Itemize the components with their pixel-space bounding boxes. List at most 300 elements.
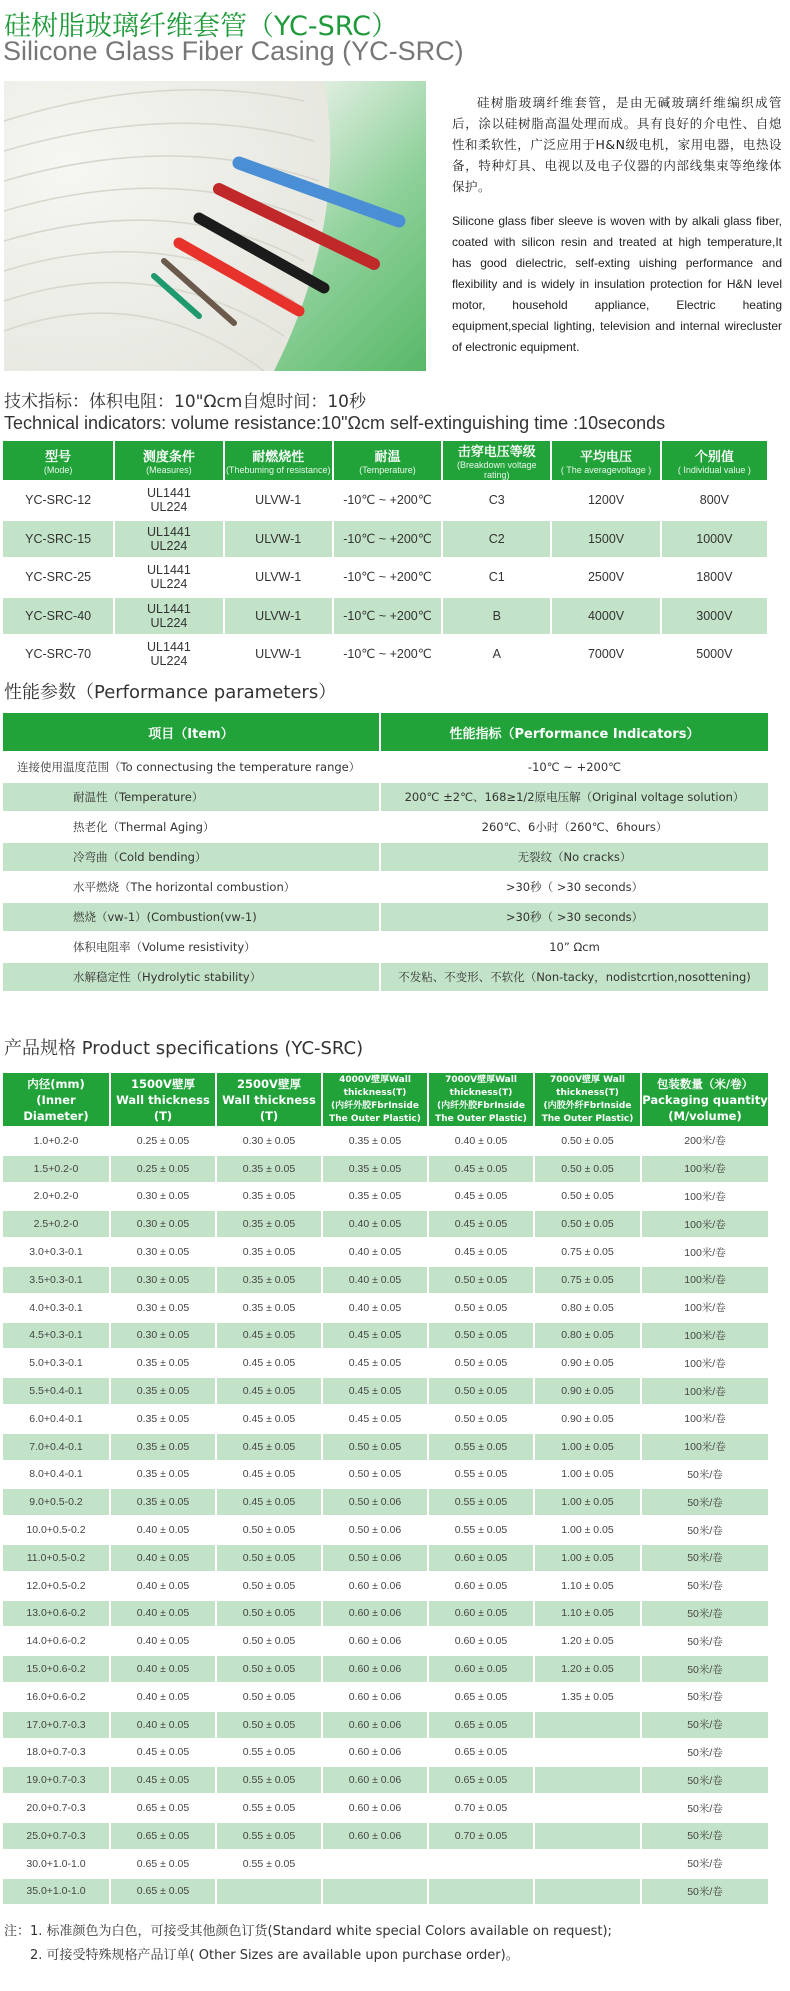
inner-diameter-cell: 6.0+0.4-0.1 xyxy=(3,1405,110,1433)
wall-thickness-cell xyxy=(428,1878,534,1906)
wall-thickness-cell xyxy=(322,1850,428,1878)
packaging-cell: 50米/卷 xyxy=(641,1627,769,1655)
average-voltage-cell: 4000V xyxy=(551,597,660,636)
wall-thickness-cell: 0.60 ± 0.06 xyxy=(322,1739,428,1767)
wall-thickness-cell: 0.60 ± 0.06 xyxy=(322,1766,428,1794)
wall-thickness-cell: 0.65 ± 0.05 xyxy=(110,1850,216,1878)
wall-thickness-cell: 0.35 ± 0.05 xyxy=(216,1210,322,1238)
inner-diameter-cell: 25.0+0.7-0.3 xyxy=(3,1822,110,1850)
wall-thickness-cell: 0.30 ± 0.05 xyxy=(110,1210,216,1238)
wall-thickness-cell: 0.35 ± 0.05 xyxy=(216,1294,322,1322)
packaging-cell: 100米/卷 xyxy=(641,1377,769,1405)
col-header-line: 4000V壁厚Wall thickness(T) xyxy=(339,1074,411,1098)
wall-thickness-cell: 0.90 ± 0.05 xyxy=(534,1349,641,1377)
model-cell: YC-SRC-25 xyxy=(3,558,114,597)
wall-thickness-cell: 0.50 ± 0.05 xyxy=(534,1155,641,1183)
wall-thickness-cell: 0.50 ± 0.05 xyxy=(428,1266,534,1294)
packaging-cell: 50米/卷 xyxy=(641,1516,769,1544)
wall-thickness-cell: 0.45 ± 0.05 xyxy=(110,1766,216,1794)
wall-thickness-cell: 0.50 ± 0.06 xyxy=(322,1544,428,1572)
intro-cn: 硅树脂玻璃纤维套管，是由无碱玻璃纤维编织成管后，涂以硅树脂高温处理而成。具有良好的介电性、自熄性和柔软性，广泛应用于H&N级电机，家用电器，电热设备，特种灯具、电视以及电子仪器的内部线集束等绝缘体保护。 xyxy=(452,95,782,194)
col-header xyxy=(534,1073,641,1127)
measures-cell xyxy=(114,520,223,559)
wall-thickness-cell: 0.50 ± 0.05 xyxy=(534,1127,641,1155)
table-row xyxy=(3,1850,769,1878)
wall-thickness-cell: 0.30 ± 0.05 xyxy=(110,1183,216,1211)
wall-thickness-cell xyxy=(534,1794,641,1822)
average-voltage-cell: 7000V xyxy=(551,635,660,674)
wall-thickness-cell: 0.40 ± 0.05 xyxy=(110,1544,216,1572)
col-header-line: Wall thickness xyxy=(222,1092,316,1107)
wall-thickness-cell: 0.50 ± 0.05 xyxy=(428,1349,534,1377)
wall-thickness-cell: 0.30 ± 0.05 xyxy=(110,1322,216,1350)
measures-cell xyxy=(114,597,223,636)
specs-heading: 产品规格 Product specifications (YC-SRC) xyxy=(4,1038,364,1059)
packaging-cell: 100米/卷 xyxy=(641,1405,769,1433)
inner-diameter-cell: 4.5+0.3-0.1 xyxy=(3,1322,110,1350)
packaging-cell: 50米/卷 xyxy=(641,1711,769,1739)
table-row xyxy=(3,1322,769,1350)
wall-thickness-cell: 0.90 ± 0.05 xyxy=(534,1377,641,1405)
table-row xyxy=(3,1572,769,1600)
table-row xyxy=(3,1878,769,1906)
wall-thickness-cell: 0.45 ± 0.05 xyxy=(216,1377,322,1405)
packaging-cell: 100米/卷 xyxy=(641,1155,769,1183)
measures-line: UL1441 xyxy=(147,640,191,655)
table-row xyxy=(3,1683,769,1711)
wall-thickness-cell: 0.35 ± 0.05 xyxy=(110,1461,216,1489)
wall-thickness-cell: 0.50 ± 0.05 xyxy=(216,1711,322,1739)
wall-thickness-cell: 0.45 ± 0.05 xyxy=(428,1238,534,1266)
wall-thickness-cell: 0.90 ± 0.05 xyxy=(534,1405,641,1433)
wall-thickness-cell xyxy=(534,1822,641,1850)
wall-thickness-cell: 0.30 ± 0.05 xyxy=(216,1127,322,1155)
flame-cell: ULVW-1 xyxy=(224,481,333,520)
wall-thickness-cell: 0.55 ± 0.05 xyxy=(428,1433,534,1461)
table-row xyxy=(3,782,769,812)
col-header-line: 7000V壁厚Wall thickness(T) xyxy=(445,1074,517,1098)
table-row xyxy=(3,1294,769,1322)
packaging-cell: 50米/卷 xyxy=(641,1683,769,1711)
wall-thickness-cell: 1.00 ± 0.05 xyxy=(534,1516,641,1544)
inner-diameter-cell: 19.0+0.7-0.3 xyxy=(3,1766,110,1794)
packaging-cell: 50米/卷 xyxy=(641,1488,769,1516)
wall-thickness-cell xyxy=(534,1766,641,1794)
intro-en: Silicone glass fiber sleeve is woven with by alkali glass fiber, coated with silicon resin and treated at high temperature,It has good dielectric, self-exting uishing performance and flexibility and is widely in insulation protection for H&N level motor, household appliance, Electric heating equipment,special lighting, television and internal wirecluster of electronic equipment. xyxy=(452,214,782,354)
inner-diameter-cell: 3.5+0.3-0.1 xyxy=(3,1266,110,1294)
wall-thickness-cell: 1.10 ± 0.05 xyxy=(534,1600,641,1628)
wall-thickness-cell: 0.60 ± 0.05 xyxy=(428,1544,534,1572)
wall-thickness-cell: 0.55 ± 0.05 xyxy=(216,1739,322,1767)
wall-thickness-cell: 1.20 ± 0.05 xyxy=(534,1627,641,1655)
table-row xyxy=(3,752,769,782)
wall-thickness-cell: 0.60 ± 0.06 xyxy=(322,1711,428,1739)
table-row xyxy=(3,962,769,992)
product-intro xyxy=(452,92,782,358)
col-header: 测度条件 (Measures) xyxy=(114,441,223,481)
wall-thickness-cell: 0.55 ± 0.05 xyxy=(428,1488,534,1516)
col-header xyxy=(110,1073,216,1127)
wall-thickness-cell: 0.75 ± 0.05 xyxy=(534,1238,641,1266)
wall-thickness-cell: 0.60 ± 0.06 xyxy=(322,1572,428,1600)
packaging-cell: 100米/卷 xyxy=(641,1349,769,1377)
wall-thickness-cell: 0.50 ± 0.05 xyxy=(322,1433,428,1461)
rating-cell: C3 xyxy=(442,481,551,520)
packaging-cell: 50米/卷 xyxy=(641,1655,769,1683)
tech-table-header xyxy=(3,441,768,481)
note-2: 2. 可接受特殊规格产品订单( Other Sizes are available upon purchase order)。 xyxy=(30,1948,519,1963)
wall-thickness-cell: 0.40 ± 0.05 xyxy=(110,1711,216,1739)
flame-cell: ULVW-1 xyxy=(224,597,333,636)
item-cell: 燃烧（vw-1）(Combustion(vw-1) xyxy=(3,902,380,932)
inner-diameter-cell: 10.0+0.5-0.2 xyxy=(3,1516,110,1544)
wall-thickness-cell: 0.50 ± 0.06 xyxy=(322,1516,428,1544)
wall-thickness-cell: 1.00 ± 0.05 xyxy=(534,1433,641,1461)
table-row xyxy=(3,1655,769,1683)
col-header: 个别值 ( Individual value ) xyxy=(661,441,768,481)
wall-thickness-cell: 0.80 ± 0.05 xyxy=(534,1322,641,1350)
inner-diameter-cell: 4.0+0.3-0.1 xyxy=(3,1294,110,1322)
col-header-line: (内纤外胶FbrInside xyxy=(331,1100,419,1111)
inner-diameter-cell: 16.0+0.6-0.2 xyxy=(3,1683,110,1711)
indicator-cell: -10℃ ~ +200℃ xyxy=(380,752,769,782)
wall-thickness-cell: 0.50 ± 0.05 xyxy=(428,1322,534,1350)
average-voltage-cell: 1500V xyxy=(551,520,660,559)
inner-diameter-cell: 12.0+0.5-0.2 xyxy=(3,1572,110,1600)
packaging-cell: 100米/卷 xyxy=(641,1210,769,1238)
rating-cell: B xyxy=(442,597,551,636)
table-row xyxy=(3,1544,769,1572)
individual-value-cell: 1000V xyxy=(661,520,768,559)
packaging-cell: 200米/卷 xyxy=(641,1127,769,1155)
wall-thickness-cell: 1.10 ± 0.05 xyxy=(534,1572,641,1600)
wall-thickness-cell: 0.60 ± 0.05 xyxy=(428,1627,534,1655)
wall-thickness-cell: 0.50 ± 0.05 xyxy=(428,1405,534,1433)
performance-table-header xyxy=(3,713,769,752)
inner-diameter-cell: 1.5+0.2-0 xyxy=(3,1155,110,1183)
wall-thickness-cell: 0.40 ± 0.05 xyxy=(110,1516,216,1544)
wall-thickness-cell: 0.60 ± 0.06 xyxy=(322,1794,428,1822)
table-row xyxy=(3,481,768,520)
col-header-line: (Inner Diameter) xyxy=(23,1092,89,1123)
wall-thickness-cell: 0.50 ± 0.05 xyxy=(534,1183,641,1211)
packaging-cell: 50米/卷 xyxy=(641,1600,769,1628)
wall-thickness-cell: 0.45 ± 0.05 xyxy=(216,1405,322,1433)
model-cell: YC-SRC-15 xyxy=(3,520,114,559)
wall-thickness-cell xyxy=(534,1850,641,1878)
wall-thickness-cell: 0.60 ± 0.05 xyxy=(428,1600,534,1628)
wall-thickness-cell: 0.55 ± 0.05 xyxy=(428,1516,534,1544)
indicator-cell: 10” Ωcm xyxy=(380,932,769,962)
wall-thickness-cell xyxy=(534,1739,641,1767)
item-cell: 冷弯曲（Cold bending） xyxy=(3,842,380,872)
table-row xyxy=(3,812,769,842)
inner-diameter-cell: 14.0+0.6-0.2 xyxy=(3,1627,110,1655)
wall-thickness-cell: 0.45 ± 0.05 xyxy=(428,1183,534,1211)
temperature-cell: -10℃ ~ +200℃ xyxy=(333,481,442,520)
col-header-line: (T) xyxy=(153,1108,173,1123)
page-title-cn: 硅树脂玻璃纤维套管（YC-SRC） xyxy=(4,11,399,42)
rating-cell: C2 xyxy=(442,520,551,559)
col-header-line: (M/volume) xyxy=(668,1108,742,1123)
packaging-cell: 50米/卷 xyxy=(641,1878,769,1906)
indicator-cell: >30秒（ >30 seconds） xyxy=(380,872,769,902)
packaging-cell: 100米/卷 xyxy=(641,1183,769,1211)
individual-value-cell: 800V xyxy=(661,481,768,520)
wall-thickness-cell: 0.35 ± 0.05 xyxy=(110,1405,216,1433)
wall-thickness-cell: 0.70 ± 0.05 xyxy=(428,1822,534,1850)
wall-thickness-cell: 0.45 ± 0.05 xyxy=(216,1433,322,1461)
packaging-cell: 50米/卷 xyxy=(641,1794,769,1822)
measures-cell xyxy=(114,481,223,520)
wall-thickness-cell: 0.65 ± 0.05 xyxy=(428,1739,534,1767)
col-header xyxy=(641,1073,769,1127)
wall-thickness-cell: 0.25 ± 0.05 xyxy=(110,1127,216,1155)
item-cell: 耐温性（Temperature） xyxy=(3,782,380,812)
col-header-line: 内径(mm) xyxy=(27,1076,85,1091)
wall-thickness-cell: 0.75 ± 0.05 xyxy=(534,1266,641,1294)
wall-thickness-cell: 0.60 ± 0.06 xyxy=(322,1683,428,1711)
wall-thickness-cell: 0.35 ± 0.05 xyxy=(110,1488,216,1516)
wall-thickness-cell: 0.35 ± 0.05 xyxy=(110,1377,216,1405)
wall-thickness-cell: 0.60 ± 0.06 xyxy=(322,1822,428,1850)
wall-thickness-cell: 0.50 ± 0.05 xyxy=(216,1572,322,1600)
table-row xyxy=(3,1349,769,1377)
wall-thickness-cell: 0.45 ± 0.05 xyxy=(428,1210,534,1238)
col-header-line: The Outer Plastic) xyxy=(541,1113,634,1124)
wall-thickness-cell: 0.50 ± 0.05 xyxy=(534,1210,641,1238)
table-row xyxy=(3,1210,769,1238)
wall-thickness-cell: 0.35 ± 0.05 xyxy=(216,1183,322,1211)
white-coil xyxy=(4,81,330,371)
wall-thickness-cell: 0.65 ± 0.05 xyxy=(428,1711,534,1739)
col-header-line: The Outer Plastic) xyxy=(435,1113,527,1124)
packaging-cell: 50米/卷 xyxy=(641,1850,769,1878)
wall-thickness-cell: 0.50 ± 0.05 xyxy=(216,1655,322,1683)
measures-line: UL224 xyxy=(150,538,188,553)
wall-thickness-cell xyxy=(534,1878,641,1906)
wall-thickness-cell: 0.45 ± 0.05 xyxy=(322,1322,428,1350)
wall-thickness-cell: 0.65 ± 0.05 xyxy=(428,1766,534,1794)
tech-heading-en: Technical indicators: volume resistance:10"Ωcm self-extinguishing time :10seconds xyxy=(4,413,666,433)
packaging-cell: 50米/卷 xyxy=(641,1544,769,1572)
wall-thickness-cell: 0.35 ± 0.05 xyxy=(110,1349,216,1377)
model-cell: YC-SRC-40 xyxy=(3,597,114,636)
table-row xyxy=(3,1433,769,1461)
wall-thickness-cell: 1.00 ± 0.05 xyxy=(534,1544,641,1572)
inner-diameter-cell: 20.0+0.7-0.3 xyxy=(3,1794,110,1822)
wall-thickness-cell: 0.55 ± 0.05 xyxy=(216,1766,322,1794)
table-row xyxy=(3,1183,769,1211)
wall-thickness-cell: 0.55 ± 0.05 xyxy=(216,1794,322,1822)
wall-thickness-cell: 0.40 ± 0.05 xyxy=(322,1238,428,1266)
table-row xyxy=(3,558,768,597)
measures-cell xyxy=(114,635,223,674)
specs-table xyxy=(3,1073,770,1906)
wall-thickness-cell: 0.65 ± 0.05 xyxy=(110,1794,216,1822)
wall-thickness-cell: 0.40 ± 0.05 xyxy=(428,1127,534,1155)
wall-thickness-cell: 0.50 ± 0.06 xyxy=(322,1488,428,1516)
wall-thickness-cell: 0.35 ± 0.05 xyxy=(216,1266,322,1294)
table-row xyxy=(3,1488,769,1516)
temperature-cell: -10℃ ~ +200℃ xyxy=(333,597,442,636)
table-row xyxy=(3,1405,769,1433)
item-cell: 体积电阻率（Volume resistivity） xyxy=(3,932,380,962)
wall-thickness-cell: 0.50 ± 0.05 xyxy=(216,1516,322,1544)
table-row xyxy=(3,1822,769,1850)
col-header-line: The Outer Plastic) xyxy=(329,1113,421,1124)
wall-thickness-cell: 0.45 ± 0.05 xyxy=(322,1377,428,1405)
wall-thickness-cell: 0.45 ± 0.05 xyxy=(216,1488,322,1516)
wall-thickness-cell: 0.40 ± 0.05 xyxy=(110,1683,216,1711)
packaging-cell: 100米/卷 xyxy=(641,1433,769,1461)
performance-table xyxy=(3,713,770,993)
wall-thickness-cell: 0.35 ± 0.05 xyxy=(216,1155,322,1183)
indicator-cell: 无裂纹（No cracks） xyxy=(380,842,769,872)
table-row xyxy=(3,1377,769,1405)
page-title-en: Silicone Glass Fiber Casing (YC-SRC) xyxy=(3,36,464,66)
measures-line: UL1441 xyxy=(147,524,191,539)
item-cell: 热老化（Thermal Aging） xyxy=(3,812,380,842)
wall-thickness-cell: 1.35 ± 0.05 xyxy=(534,1683,641,1711)
packaging-cell: 50米/卷 xyxy=(641,1822,769,1850)
inner-diameter-cell: 18.0+0.7-0.3 xyxy=(3,1739,110,1767)
measures-line: UL1441 xyxy=(147,601,191,616)
wall-thickness-cell: 0.35 ± 0.05 xyxy=(110,1433,216,1461)
col-header-line: (内纤外胶FbrInside xyxy=(437,1100,525,1111)
measures-line: UL224 xyxy=(150,615,188,630)
tech-table xyxy=(3,441,769,675)
wall-thickness-cell: 0.50 ± 0.05 xyxy=(216,1627,322,1655)
measures-line: UL224 xyxy=(150,654,188,669)
wall-thickness-cell: 0.40 ± 0.05 xyxy=(322,1210,428,1238)
wall-thickness-cell: 0.50 ± 0.05 xyxy=(216,1600,322,1628)
wall-thickness-cell: 0.65 ± 0.05 xyxy=(428,1683,534,1711)
table-row xyxy=(3,635,768,674)
rating-cell: A xyxy=(442,635,551,674)
col-header: 耐燃烧性 (Thebuming of resistance) xyxy=(224,441,333,481)
wall-thickness-cell: 0.60 ± 0.06 xyxy=(322,1627,428,1655)
wall-thickness-cell: 0.30 ± 0.05 xyxy=(110,1294,216,1322)
col-header: 击穿电压等级 (Breakdown voltage rating) xyxy=(442,441,551,481)
inner-diameter-cell: 11.0+0.5-0.2 xyxy=(3,1544,110,1572)
col-header-line: 1500V壁厚 xyxy=(131,1076,195,1091)
inner-diameter-cell: 15.0+0.6-0.2 xyxy=(3,1655,110,1683)
inner-diameter-cell: 13.0+0.6-0.2 xyxy=(3,1600,110,1628)
wall-thickness-cell: 0.45 ± 0.05 xyxy=(428,1155,534,1183)
item-cell: 水平燃烧（The horizontal combustion） xyxy=(3,872,380,902)
wall-thickness-cell: 0.65 ± 0.05 xyxy=(110,1822,216,1850)
wall-thickness-cell: 0.25 ± 0.05 xyxy=(110,1155,216,1183)
inner-diameter-cell: 3.0+0.3-0.1 xyxy=(3,1238,110,1266)
col-header: 平均电压 ( The averagevoltage ) xyxy=(551,441,660,481)
flame-cell: ULVW-1 xyxy=(224,558,333,597)
wall-thickness-cell: 0.40 ± 0.05 xyxy=(322,1294,428,1322)
col-header-line: (T) xyxy=(259,1108,279,1123)
packaging-cell: 50米/卷 xyxy=(641,1461,769,1489)
wall-thickness-cell xyxy=(216,1878,322,1906)
table-row xyxy=(3,1794,769,1822)
temperature-cell: -10℃ ~ +200℃ xyxy=(333,520,442,559)
packaging-cell: 50米/卷 xyxy=(641,1572,769,1600)
wall-thickness-cell: 0.40 ± 0.05 xyxy=(322,1266,428,1294)
col-header-line: Wall thickness xyxy=(116,1092,210,1107)
item-cell: 连接使用温度范围（To connectusing the temperature range） xyxy=(3,752,380,782)
col-header: 性能指标（Performance Indicators） xyxy=(380,713,769,752)
wall-thickness-cell: 0.30 ± 0.05 xyxy=(110,1238,216,1266)
inner-diameter-cell: 8.0+0.4-0.1 xyxy=(3,1461,110,1489)
temperature-cell: -10℃ ~ +200℃ xyxy=(333,558,442,597)
table-row xyxy=(3,1711,769,1739)
col-header: 耐温 (Temperature) xyxy=(333,441,442,481)
measures-line: UL224 xyxy=(150,500,188,515)
col-header-line: 包装数量（米/卷） xyxy=(656,1076,754,1091)
wall-thickness-cell: 0.40 ± 0.05 xyxy=(110,1572,216,1600)
wall-thickness-cell xyxy=(534,1711,641,1739)
wall-thickness-cell: 1.00 ± 0.05 xyxy=(534,1488,641,1516)
inner-diameter-cell: 1.0+0.2-0 xyxy=(3,1127,110,1155)
rating-cell: C1 xyxy=(442,558,551,597)
inner-diameter-cell: 5.0+0.3-0.1 xyxy=(3,1349,110,1377)
model-cell: YC-SRC-70 xyxy=(3,635,114,674)
sleeving-illustration xyxy=(4,81,426,371)
wall-thickness-cell: 0.60 ± 0.06 xyxy=(322,1600,428,1628)
flame-cell: ULVW-1 xyxy=(224,635,333,674)
inner-diameter-cell: 2.5+0.2-0 xyxy=(3,1210,110,1238)
wall-thickness-cell: 0.30 ± 0.05 xyxy=(110,1266,216,1294)
measures-line: UL224 xyxy=(150,577,188,592)
table-row xyxy=(3,520,768,559)
wall-thickness-cell: 0.50 ± 0.05 xyxy=(216,1544,322,1572)
wall-thickness-cell: 0.45 ± 0.05 xyxy=(216,1349,322,1377)
table-row xyxy=(3,1600,769,1628)
wall-thickness-cell: 0.50 ± 0.05 xyxy=(428,1294,534,1322)
individual-value-cell: 1800V xyxy=(661,558,768,597)
tech-heading-cn: 技术指标：体积电阻：10"Ωcm自熄时间：10秒 xyxy=(4,392,366,412)
notes xyxy=(4,1920,612,1968)
inner-diameter-cell: 17.0+0.7-0.3 xyxy=(3,1711,110,1739)
inner-diameter-cell: 2.0+0.2-0 xyxy=(3,1183,110,1211)
col-header: 项目（Item） xyxy=(3,713,380,752)
inner-diameter-cell: 7.0+0.4-0.1 xyxy=(3,1433,110,1461)
packaging-cell: 50米/卷 xyxy=(641,1739,769,1767)
table-row xyxy=(3,1127,769,1155)
wall-thickness-cell: 0.45 ± 0.05 xyxy=(110,1739,216,1767)
indicator-cell: 不发粘、不变形、不软化（Non-tacky，nodistcrtion,nosottening) xyxy=(380,962,769,992)
wall-thickness-cell: 0.45 ± 0.05 xyxy=(216,1322,322,1350)
wall-thickness-cell: 0.45 ± 0.05 xyxy=(322,1349,428,1377)
individual-value-cell: 5000V xyxy=(661,635,768,674)
wall-thickness-cell: 0.35 ± 0.05 xyxy=(322,1127,428,1155)
packaging-cell: 100米/卷 xyxy=(641,1322,769,1350)
product-photo xyxy=(4,81,426,371)
wall-thickness-cell: 0.40 ± 0.05 xyxy=(110,1600,216,1628)
wall-thickness-cell: 0.80 ± 0.05 xyxy=(534,1294,641,1322)
specs-table-header xyxy=(3,1073,769,1127)
indicator-cell: >30秒（ >30 seconds） xyxy=(380,902,769,932)
col-header-line: (内胶外纤FbrInside xyxy=(543,1100,632,1111)
col-header xyxy=(428,1073,534,1127)
wall-thickness-cell: 0.40 ± 0.05 xyxy=(110,1627,216,1655)
table-row xyxy=(3,1238,769,1266)
wall-thickness-cell: 0.65 ± 0.05 xyxy=(110,1878,216,1906)
inner-diameter-cell: 35.0+1.0-1.0 xyxy=(3,1878,110,1906)
wall-thickness-cell: 0.60 ± 0.05 xyxy=(428,1655,534,1683)
indicator-cell: 200℃ ±2℃、168≥1/2原电压解（Original voltage solution） xyxy=(380,782,769,812)
col-header-line: 2500V壁厚 xyxy=(237,1076,301,1091)
measures-line: UL1441 xyxy=(147,486,191,501)
table-row xyxy=(3,1766,769,1794)
